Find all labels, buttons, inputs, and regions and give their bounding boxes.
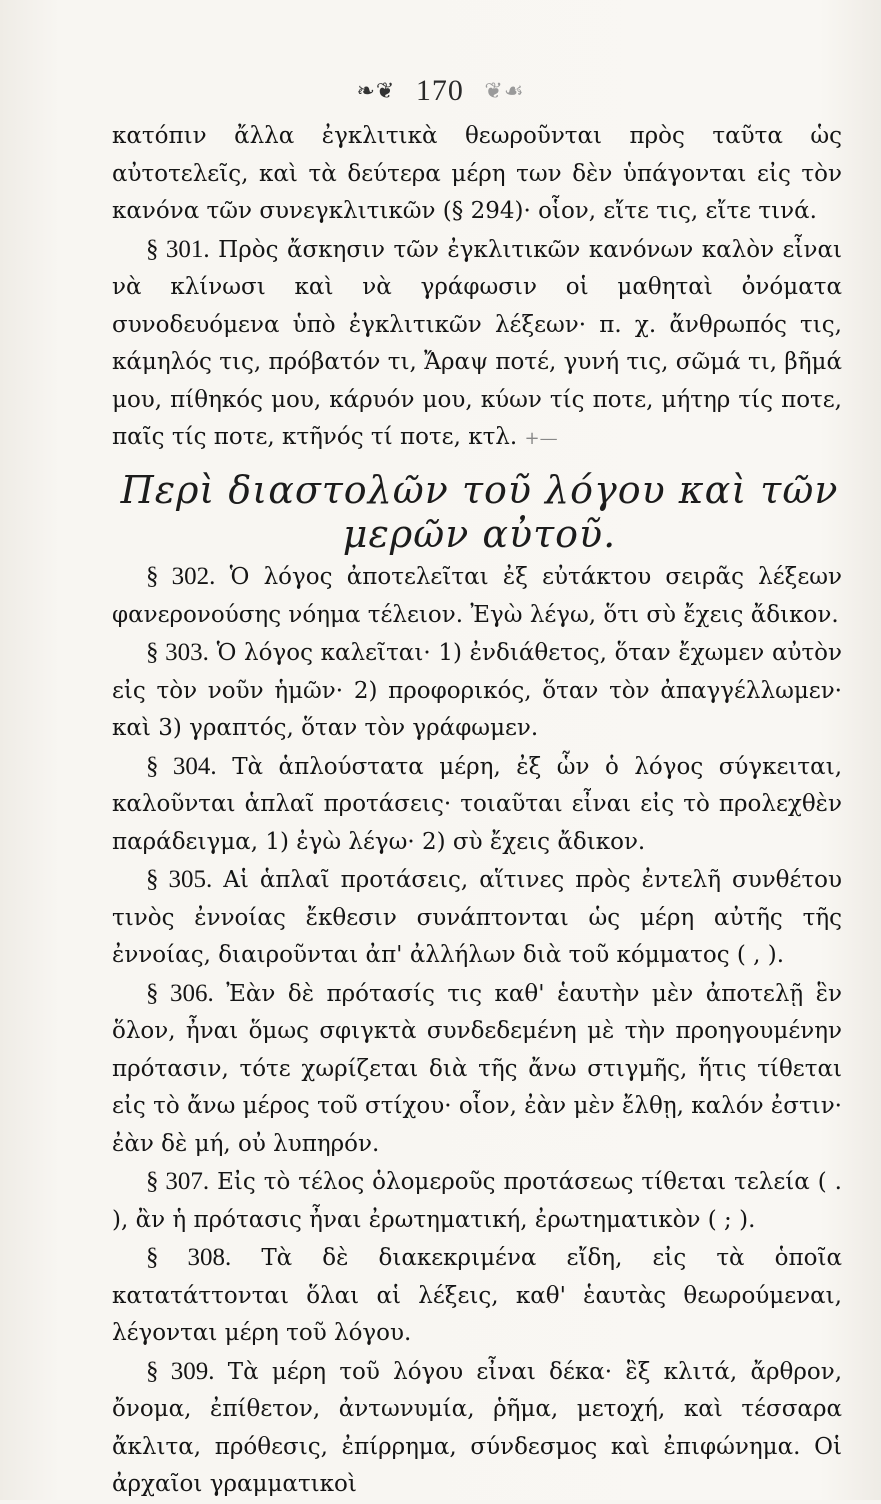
body-text-top [112,118,842,458]
section-number: § 305. [146,866,213,893]
section-number: § 304. [146,752,217,780]
ornament-left-icon: ❧❦ [356,78,396,104]
ornament-right-icon: ❦☙ [484,78,525,104]
paragraph-303 [112,634,842,748]
paragraph-text: Ὁ λόγος ἀποτελεῖται ἐξ εὐτάκτου σειρᾶς λέξεων φανερονούσης νόημα τέλειον. Ἐγὼ λέγω, ὅτι σὺ ἔχεις ἄδικον. [112,564,842,628]
section-number: § 301. [146,235,210,263]
pencil-mark: +— [524,428,558,449]
paragraph-text: Αἱ ἁπλαῖ προτάσεις, αἵτινες πρὸς ἐντελῆ συνθέτου τινὸς ἐννοίας ἔκθεσιν συνάπτονται ὡς μέρη αὐτῆς τῆς ἐννοίας, διαιροῦνται ἀπ' ἀλλήλων διὰ τοῦ κόμματος ( , ). [112,867,842,968]
page-number: 170 [415,74,464,107]
section-heading: Περὶ διαστολῶν τοῦ λόγου καὶ τῶν μερῶν αὐτοῦ. [120,468,839,556]
paragraph-continued [112,118,842,231]
paragraph-301 [112,231,842,458]
paragraph-text: Εἰς τὸ τέλος ὁλομεροῦς προτάσεως τίθεται τελεία ( . ), ἂν ἡ πρότασις ἦναι ἐρωτηματική, ἐρωτηματικὸν ( ; ). [112,1169,842,1233]
body-text-bottom [112,558,842,1504]
section-number: § 302. [146,563,216,590]
section-number: § 306. [146,979,214,1007]
paragraph-302 [112,558,842,634]
paragraph-304 [112,748,842,862]
section-number: § 307. [146,1168,210,1195]
paragraph-307 [112,1163,842,1239]
paragraph-text: Τὰ δὲ διακεκριμένα εἴδη, εἰς τὰ ὁποῖα κατατάττονται ὅλαι αἱ λέξεις, καθ' ἑαυτὰς θεωρούμεναι, λέγονται μέρη τοῦ λόγου. [112,1245,842,1346]
paragraph-text: κατόπιν ἄλλα ἐγκλιτικὰ θεωροῦνται πρὸς ταῦτα ὡς αὐτοτελεῖς, καὶ τὰ δεύτερα μέρη των δὲν ὑπάγονται εἰς τὸν κανόνα τῶν συνεγκλιτικῶν (§ 294)· οἷον, εἴτε τις, εἴτε τινά. [112,123,842,224]
paragraph-306 [112,975,842,1164]
paragraph-text: Τὰ ἁπλούστατα μέρη, ἐξ ὧν ὁ λόγος σύγκειται, καλοῦνται ἁπλαῖ προτάσεις· τοιαῦται εἶναι εἰς τὸ προλεχθὲν παράδειγμα, 1) ἐγὼ λέγω· 2) σὺ ἔχεις ἄδικον. [112,753,843,855]
paragraph-text: Τὰ μέρη τοῦ λόγου εἶναι δέκα· ἓξ κλιτά, ἄρθρον, ὄνομα, ἐπίθετον, ἀντωνυμία, ῥῆμα, μετοχή, καὶ τέσσαρα ἄκλιτα, πρόθεσις, ἐπίρρημα, σύνδεσμος καὶ ἐπιφώνημα. Οἱ ἀρχαῖοι γραμματικοὶ [112,1358,843,1497]
paragraph-308 [112,1239,842,1353]
paragraph-text: Πρὸς ἄσκησιν τῶν ἐγκλιτικῶν κανόνων καλὸν εἶναι νὰ κλίνωσι καὶ νὰ γράφωσιν οἱ μαθηταὶ ὀνόματα συνοδευόμενα ὑπὸ ἐγκλιτικῶν λέξεων· π. χ. ἄνθρωπός τις, κάμηλός τις, πρόβατόν τι, Ἄραψ ποτέ, γυνή τις, σῶμά τι, βῆμά μου, πίθηκός μου, κάρυόν μου, κύων τίς ποτε, μήτηρ τίς ποτε, παῖς τίς ποτε, κτῆνός τί ποτε, κτλ. [112,236,843,450]
paragraph-text: Ἐὰν δὲ πρότασίς τις καθ' ἑαυτὴν μὲν ἀποτελῇ ἓν ὅλον, ἦναι ὅμως σφιγκτὰ συνδεδεμένη μὲ τὴν προηγουμένην πρότασιν, τότε χωρίζεται διὰ τῆς ἄνω στιγμῆς, ἥτις τίθεται εἰς τὸ ἄνω μέρος τοῦ στίχου· οἷον, ἐὰν μὲν ἔλθῃ, καλόν ἐστιν· ἐὰν δὲ μή, οὐ λυπηρόν. [112,980,843,1157]
page-header [0,72,881,108]
section-number: § 308. [146,1244,232,1271]
paragraph-305 [112,861,842,975]
paragraph-309 [112,1353,842,1504]
section-number: § 303. [146,639,209,666]
paragraph-text: Ὁ λόγος καλεῖται· 1) ἐνδιάθετος, ὅταν ἔχωμεν αὐτὸν εἰς τὸν νοῦν ἡμῶν· 2) προφορικός, ὅταν τὸν ἀπαγγέλλωμεν· καὶ 3) γραπτός, ὅταν τὸν γράφωμεν. [112,640,843,741]
section-number: § 309. [146,1357,215,1385]
